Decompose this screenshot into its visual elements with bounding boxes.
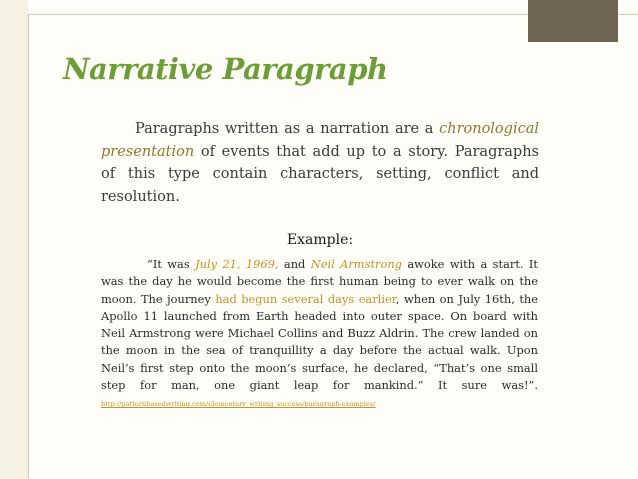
quote-date: July 21, 1969,	[195, 257, 279, 271]
example-quote	[101, 256, 538, 414]
quote-seg2: and	[278, 257, 311, 271]
quote-seg1: “It was	[147, 257, 196, 271]
intro-text-part2: of events that add up to a story. Paragraphs of this type contain characters, setting, conflict and resolution.	[101, 143, 539, 205]
source-link[interactable]: http://patternbasedwriting.com/elementary_writing_success/paragraph-examples/	[101, 400, 376, 409]
left-margin-bar	[0, 0, 28, 479]
quote-seg4: , when on July 16th, the Apollo 11 launched from Earth headed into outer space. On board with Neil Armstrong were Michael Collins and Buzz Aldrin. The crew landed on the moon in the sea of tranquillity a day before the actual walk. Upon Neil’s first step onto the moon’s surface, he declared, “That’s one small step for man, one giant leap for mankind.” It sure was!”.	[101, 291, 538, 393]
intro-emphasis: chronological presentation	[101, 121, 539, 160]
quote-seg3: awoke with a start. It was the day he would become the first human being to ever walk on the moon. The journey	[101, 257, 538, 306]
slide-title: Narrative Paragraph	[63, 52, 388, 86]
intro-paragraph	[101, 118, 539, 208]
intro-text-part1: Paragraphs written as a narration are a	[135, 121, 440, 137]
corner-accent-box	[528, 0, 618, 42]
example-label: Example:	[286, 232, 354, 248]
quote-name: Neil Armstrong	[310, 257, 402, 271]
quote-highlight-begun: had begun several days earlier	[215, 291, 396, 306]
